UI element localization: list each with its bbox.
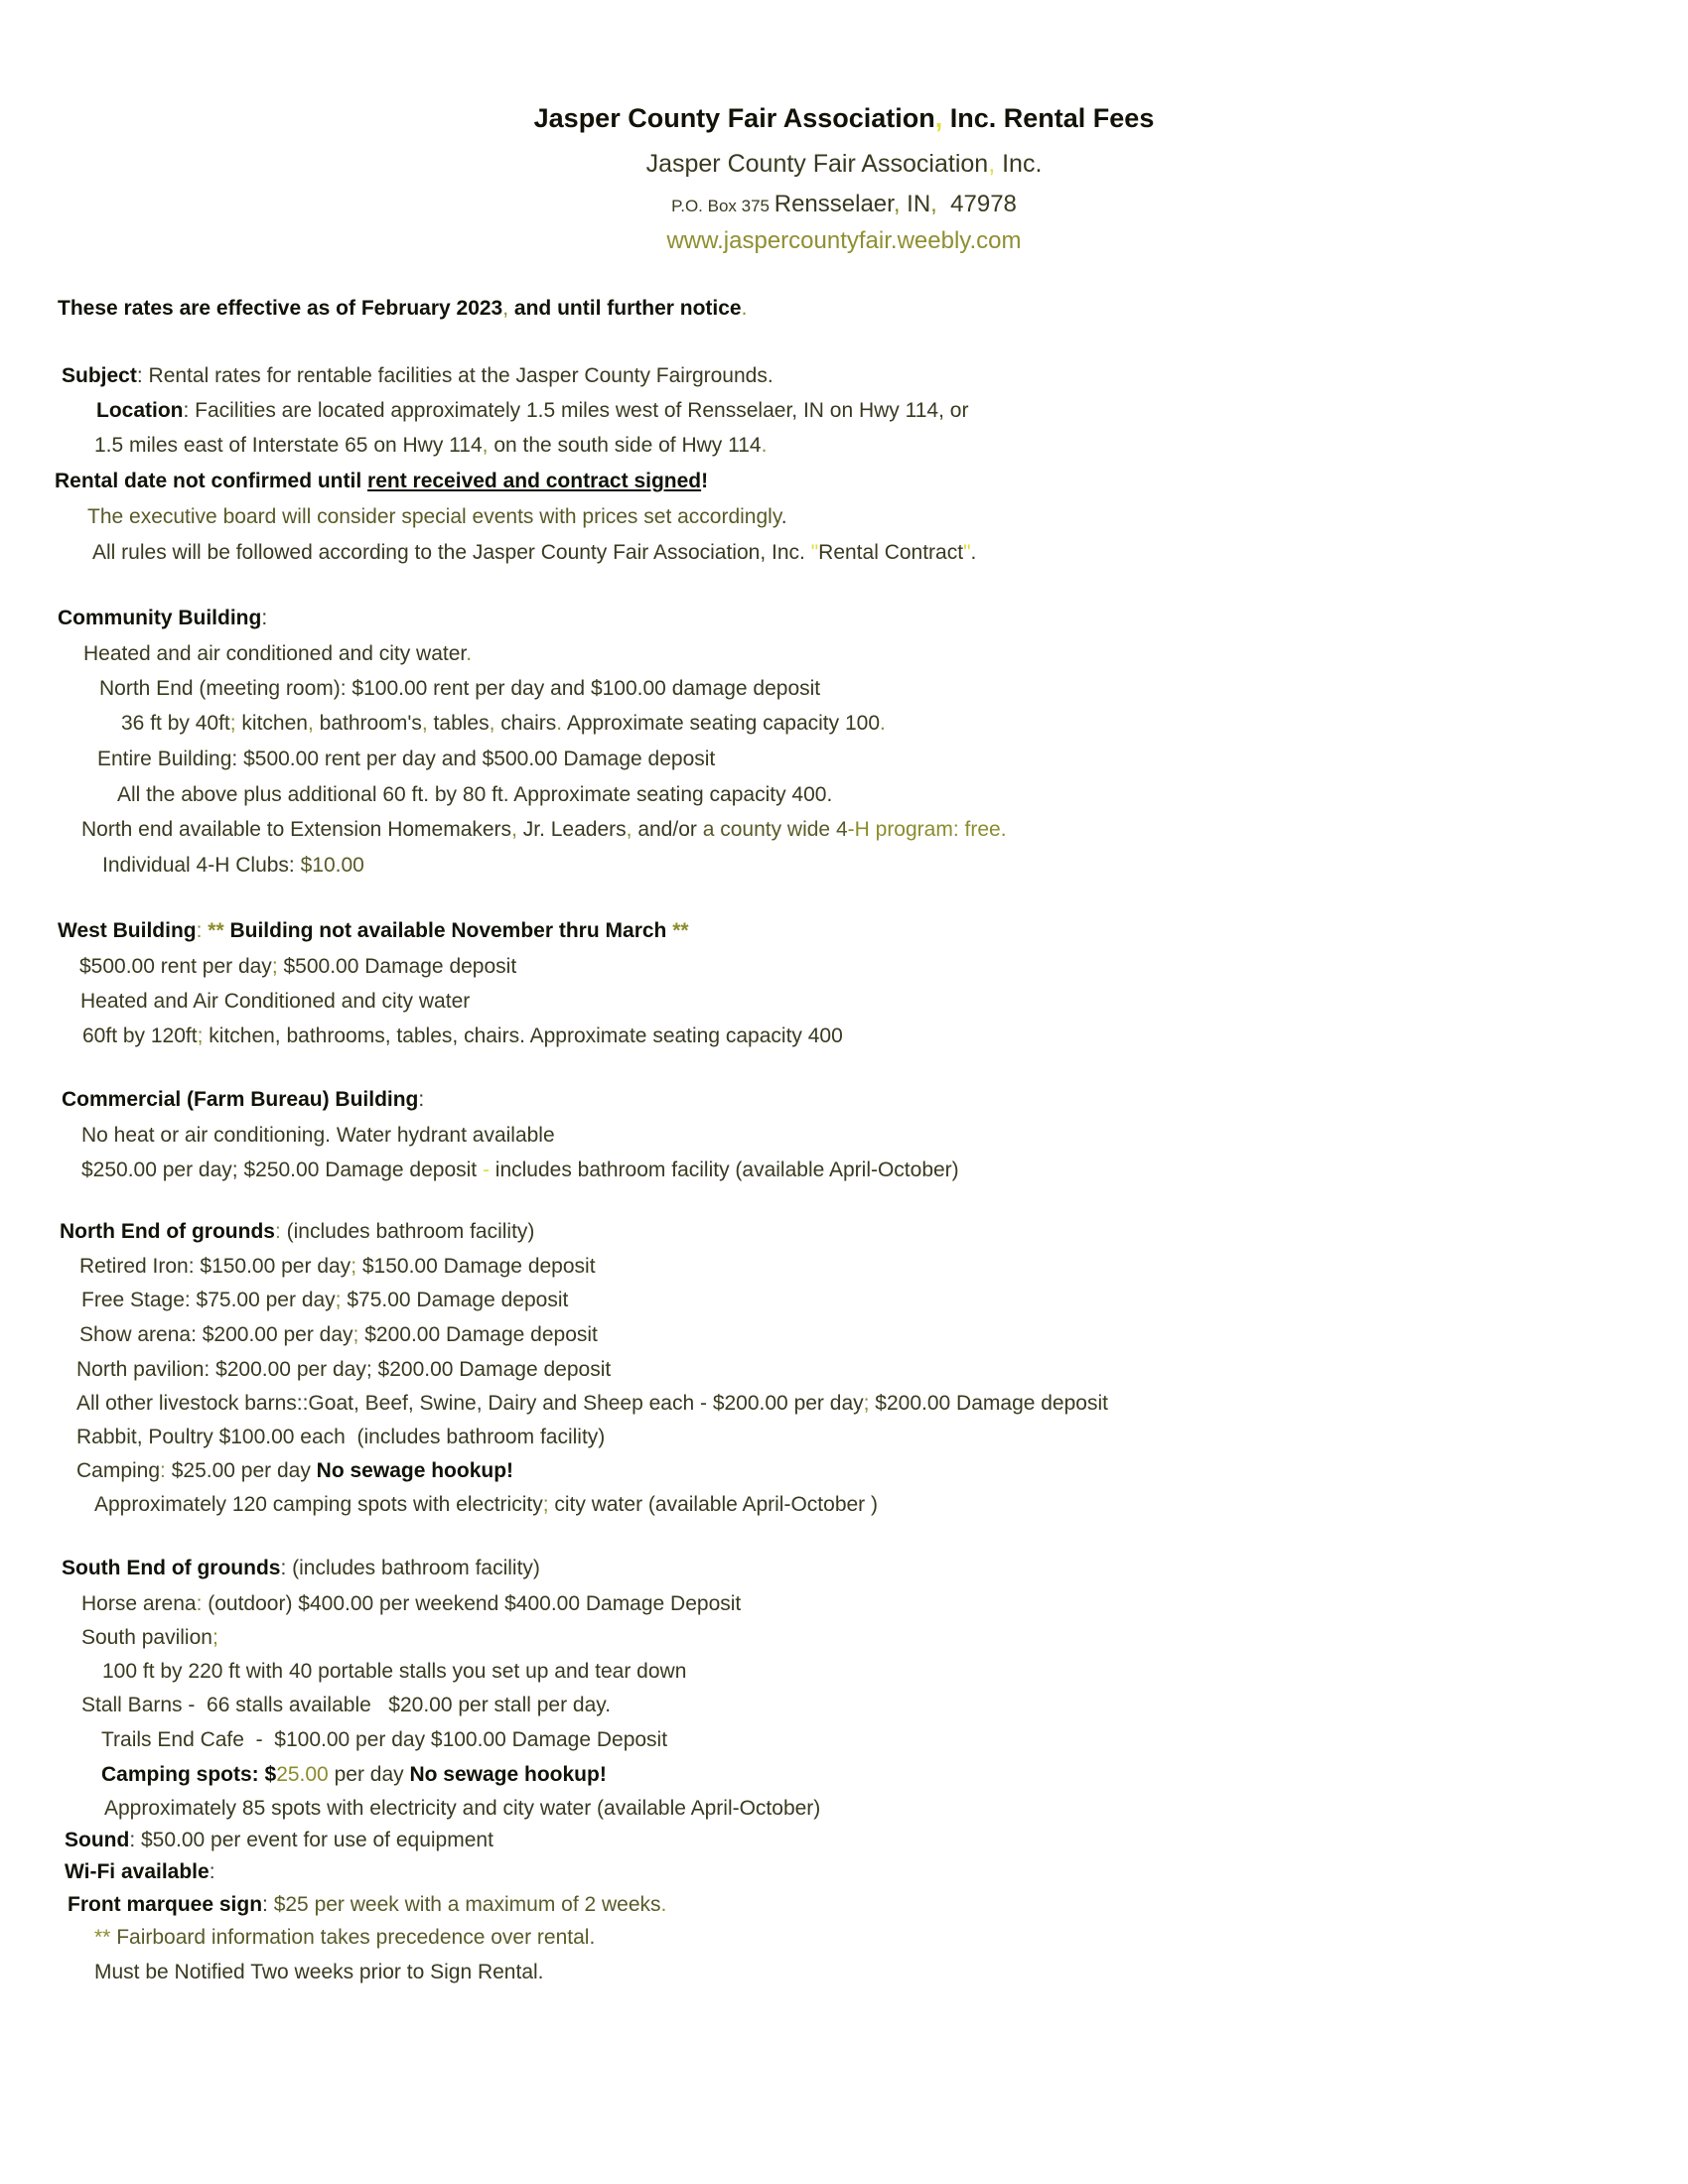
text-segment: city water (available April-October ) [548,1493,878,1516]
text-segment: $25 per week with a maximum of 2 weeks [273,1893,661,1916]
text-segment: ; [197,1024,204,1047]
text-segment: Community Building [58,607,262,629]
text-segment: : [418,1088,425,1111]
text-segment: 1.5 miles east of Interstate 65 on Hwy 114 [94,434,483,457]
text-segment: 36 ft by 40ft [121,712,230,735]
text-segment: Jasper County Fair Association [533,103,935,133]
text-segment: North End of grounds [60,1220,275,1243]
text-segment: $500.00 rent per day [79,955,272,978]
text-segment: Wi-Fi available [65,1860,210,1883]
text-segment: - [482,1159,495,1181]
text-segment: Trails End Cafe - $100.00 per day $100.00 Damage Deposit [101,1728,668,1751]
north-show-arena [0,1317,1688,1352]
text-segment: per day [328,1763,410,1786]
text-segment: a county wide 4 [702,818,848,841]
north-camping-detail [0,1488,1688,1522]
text-segment: 47978 [936,191,1017,217]
text-segment: South End of grounds [62,1557,281,1579]
community-north-end [0,671,1688,706]
text-segment: Approximate seating capacity 100 [566,712,880,735]
text-segment: Heated and Air Conditioned and city water [80,990,471,1013]
text-segment: Jasper County Fair Association [645,150,989,178]
doc-address [0,188,1688,223]
text-segment: Rental date not confirmed until [55,470,368,492]
text-segment: . [1000,818,1007,841]
text-segment: $10.00 [300,854,364,877]
south-pavilion-detail [0,1655,1688,1689]
text-segment: North end available to Extension Homemakers [81,818,512,841]
front-marquee-line [0,1888,1688,1921]
text-segment: Inc. Rental Fees [942,103,1155,133]
text-segment: , [489,712,495,735]
section-south-end-grounds [0,1550,1688,1586]
commercial-detail [0,1118,1688,1153]
text-segment: Front marquee sign [68,1893,263,1916]
text-segment: : Rental rates for rentable facilities at the Jasper County Fairgrounds. [136,364,774,387]
text-segment: . [761,434,768,457]
text-segment: -H program: free [847,818,1001,841]
south-camping-spots [0,1757,1688,1792]
text-segment: : [261,607,268,629]
fairboard-note [0,1921,1688,1955]
rental-date-notice [0,463,1688,499]
text-segment: rent received and contract signed [367,470,702,492]
text-segment: IN [900,191,931,217]
text-segment: Jr. Leaders [516,818,627,841]
south-stall-barns [0,1689,1688,1722]
text-segment: Sound [65,1829,130,1851]
text-segment: $75.00 Damage deposit [341,1289,569,1311]
text-segment: : [196,1592,209,1615]
doc-subtitle [0,141,1688,188]
text-segment: Individual 4-H Clubs: [102,854,301,877]
text-segment: , [482,434,489,457]
text-segment: Fairboard information takes precedence over rental. [116,1926,596,1949]
text-segment: No heat or air conditioning. Water hydrant available [81,1124,555,1147]
text-segment: " [810,541,819,564]
text-segment: and until further notice [508,297,742,320]
text-segment: $25.00 per day [171,1459,317,1482]
text-segment: $200.00 Damage deposit [358,1323,598,1346]
text-segment: Must be Notified Two weeks prior to Sign Rental. [94,1961,544,1983]
text-segment: , [893,191,901,217]
text-segment: Camping [76,1459,161,1482]
south-camping-detail [0,1792,1688,1825]
text-segment: , [988,150,996,178]
text-segment: : [274,1220,287,1243]
text-segment: , [511,818,517,841]
north-rabbit-poultry [0,1421,1688,1454]
spacer [0,326,1688,358]
text-segment: . [556,712,567,735]
spacer [0,884,1688,912]
text-segment: All rules will be followed according to the Jasper County Fair Association, Inc. [92,541,811,564]
spacer [0,1522,1688,1550]
community-entire-detail [0,777,1688,812]
text-segment: Commercial (Farm Bureau) Building [62,1088,419,1111]
text-segment: : [280,1557,293,1579]
text-segment: Show arena: $200.00 per day [79,1323,353,1346]
text-segment: Location [96,399,184,422]
text-segment: Stall Barns - 66 stalls available $20.00 per stall per day. [81,1694,612,1716]
west-rent-line [0,949,1688,984]
text-segment: www.jaspercountyfair.weebly.com [666,227,1022,254]
text-segment: , [930,191,937,217]
effective-date-line [0,291,1688,326]
text-segment: " [963,541,971,564]
text-segment: Inc. [995,150,1043,178]
north-free-stage [0,1284,1688,1317]
text-segment: 100 ft by 220 ft with 40 portable stalls you set up and tear down [102,1660,687,1683]
text-segment: No sewage hookup! [409,1763,607,1786]
commercial-rate [0,1153,1688,1187]
text-segment: ; [351,1255,357,1278]
text-segment: Camping spots: $ [101,1763,277,1786]
text-segment: ; [352,1323,359,1346]
text-segment: Retired Iron: $150.00 per day [79,1255,352,1278]
text-segment: (includes bathroom facility) [286,1220,535,1243]
text-segment: chairs [494,712,557,735]
text-segment: , [502,297,509,320]
west-detail-1 [0,984,1688,1019]
text-segment: Heated and air conditioned and city water [83,642,467,665]
text-segment: bathroom's [313,712,422,735]
text-segment: on the south side of Hwy 114 [488,434,762,457]
text-segment: , [626,818,633,841]
text-segment: and/or [632,818,703,841]
text-segment: : [160,1459,172,1482]
section-west-building [0,912,1688,949]
text-segment: All other livestock barns::Goat, Beef, Swine, Dairy and Sheep each - $200.00 per day [76,1392,864,1415]
text-segment: These rates are effective as of February 2023 [58,297,503,320]
text-segment: ; [542,1493,549,1516]
community-entire-building [0,742,1688,777]
location-line-2 [0,428,1688,463]
text-segment: tables [427,712,490,735]
text-segment: $250.00 per day; $250.00 Damage deposit [81,1159,483,1181]
text-segment: No sewage hookup! [316,1459,514,1482]
spacer [0,1053,1688,1081]
text-segment: Approximately 120 camping spots with electricity [94,1493,543,1516]
text-segment: : [209,1860,215,1883]
text-segment: Rental Contract [818,541,964,564]
subject-line [0,358,1688,393]
spacer [0,570,1688,601]
text-segment: Building not available November thru March [229,919,667,942]
text-segment: Approximately 85 spots with electricity and city water (available April-October) [104,1797,821,1820]
text-segment: kitchen [235,712,308,735]
text-segment: ; [271,955,278,978]
sound-line [0,1825,1688,1856]
south-trails-end-cafe [0,1722,1688,1757]
text-segment: North End (meeting room): $100.00 rent per day and $100.00 damage deposit [99,677,821,700]
text-segment: . [970,541,977,564]
text-segment: 60ft by 120ft [82,1024,198,1047]
text-segment: . [880,712,886,735]
doc-url [0,223,1688,259]
sign-rental-note [0,1955,1688,1989]
text-segment: P.O. Box 375 [671,197,774,215]
spacer [0,259,1688,291]
section-commercial-building [0,1081,1688,1118]
text-segment: ! [701,470,709,492]
text-segment: ; [211,1626,218,1649]
text-segment: Subject [62,364,137,387]
text-segment: . [660,1893,667,1916]
executive-board-line [0,499,1688,535]
text-segment: Rensselaer [774,191,894,217]
spacer [0,1187,1688,1214]
north-retired-iron [0,1250,1688,1284]
section-community-building [0,601,1688,636]
text-segment: . [466,642,473,665]
text-segment: , [421,712,428,735]
south-horse-arena [0,1586,1688,1621]
text-segment: , [934,103,943,133]
text-segment: . [741,297,748,320]
text-segment: Free Stage: $75.00 per day [81,1289,336,1311]
south-pavilion [0,1621,1688,1655]
text-segment: ** [208,919,230,942]
text-segment: $150.00 Damage deposit [356,1255,596,1278]
text-segment: Rabbit, Poultry $100.00 each (includes bathroom facility) [76,1426,606,1448]
text-segment: kitchen, bathrooms, tables, chairs. Approximate seating capacity 400 [203,1024,843,1047]
text-segment: ** [94,1926,117,1949]
west-detail-2 [0,1019,1688,1053]
text-segment: (includes bathroom facility) [292,1557,540,1579]
text-segment: : Facilities are located approximately 1.5 miles west of Rensselaer, IN on Hwy 114, or [183,399,969,422]
text-segment: : [196,919,209,942]
text-segment: , [307,712,314,735]
text-segment: . [780,505,787,528]
text-segment: West Building [58,919,197,942]
text-segment: : [262,1893,274,1916]
location-line [0,393,1688,428]
north-camping [0,1454,1688,1488]
text-segment: includes bathroom facility (available April-October) [494,1159,959,1181]
text-segment: ; [863,1392,870,1415]
document-page [0,95,1688,1989]
text-segment: Entire Building: $500.00 rent per day and $500.00 Damage deposit [97,748,716,770]
community-extension-line [0,812,1688,847]
text-segment: $200.00 Damage deposit [869,1392,1108,1415]
community-north-end-detail [0,706,1688,742]
text-segment: All the above plus additional 60 ft. by 80 ft. Approximate seating capacity 400. [117,783,833,806]
text-segment: : $50.00 per event for use of equipment [129,1829,493,1851]
north-pavilion [0,1352,1688,1387]
wifi-line [0,1856,1688,1888]
north-livestock-barns [0,1387,1688,1421]
text-segment: The executive board will consider special events with prices set accordingly [87,505,781,528]
text-segment: ; [335,1289,342,1311]
text-segment: $500.00 Damage deposit [277,955,517,978]
rules-line [0,535,1688,570]
doc-title [0,95,1688,141]
community-detail [0,636,1688,671]
text-segment: North pavilion: $200.00 per day; $200.00 Damage deposit [76,1358,612,1381]
text-segment: ; [229,712,236,735]
text-segment: Horse arena [81,1592,197,1615]
text-segment: (outdoor) $400.00 per weekend $400.00 Damage Deposit [208,1592,742,1615]
text-segment: 25.00 [276,1763,329,1786]
text-segment: South pavilion [81,1626,212,1649]
community-4h-clubs [0,847,1688,884]
section-north-end-grounds [0,1214,1688,1250]
text-segment: ** [666,919,689,942]
